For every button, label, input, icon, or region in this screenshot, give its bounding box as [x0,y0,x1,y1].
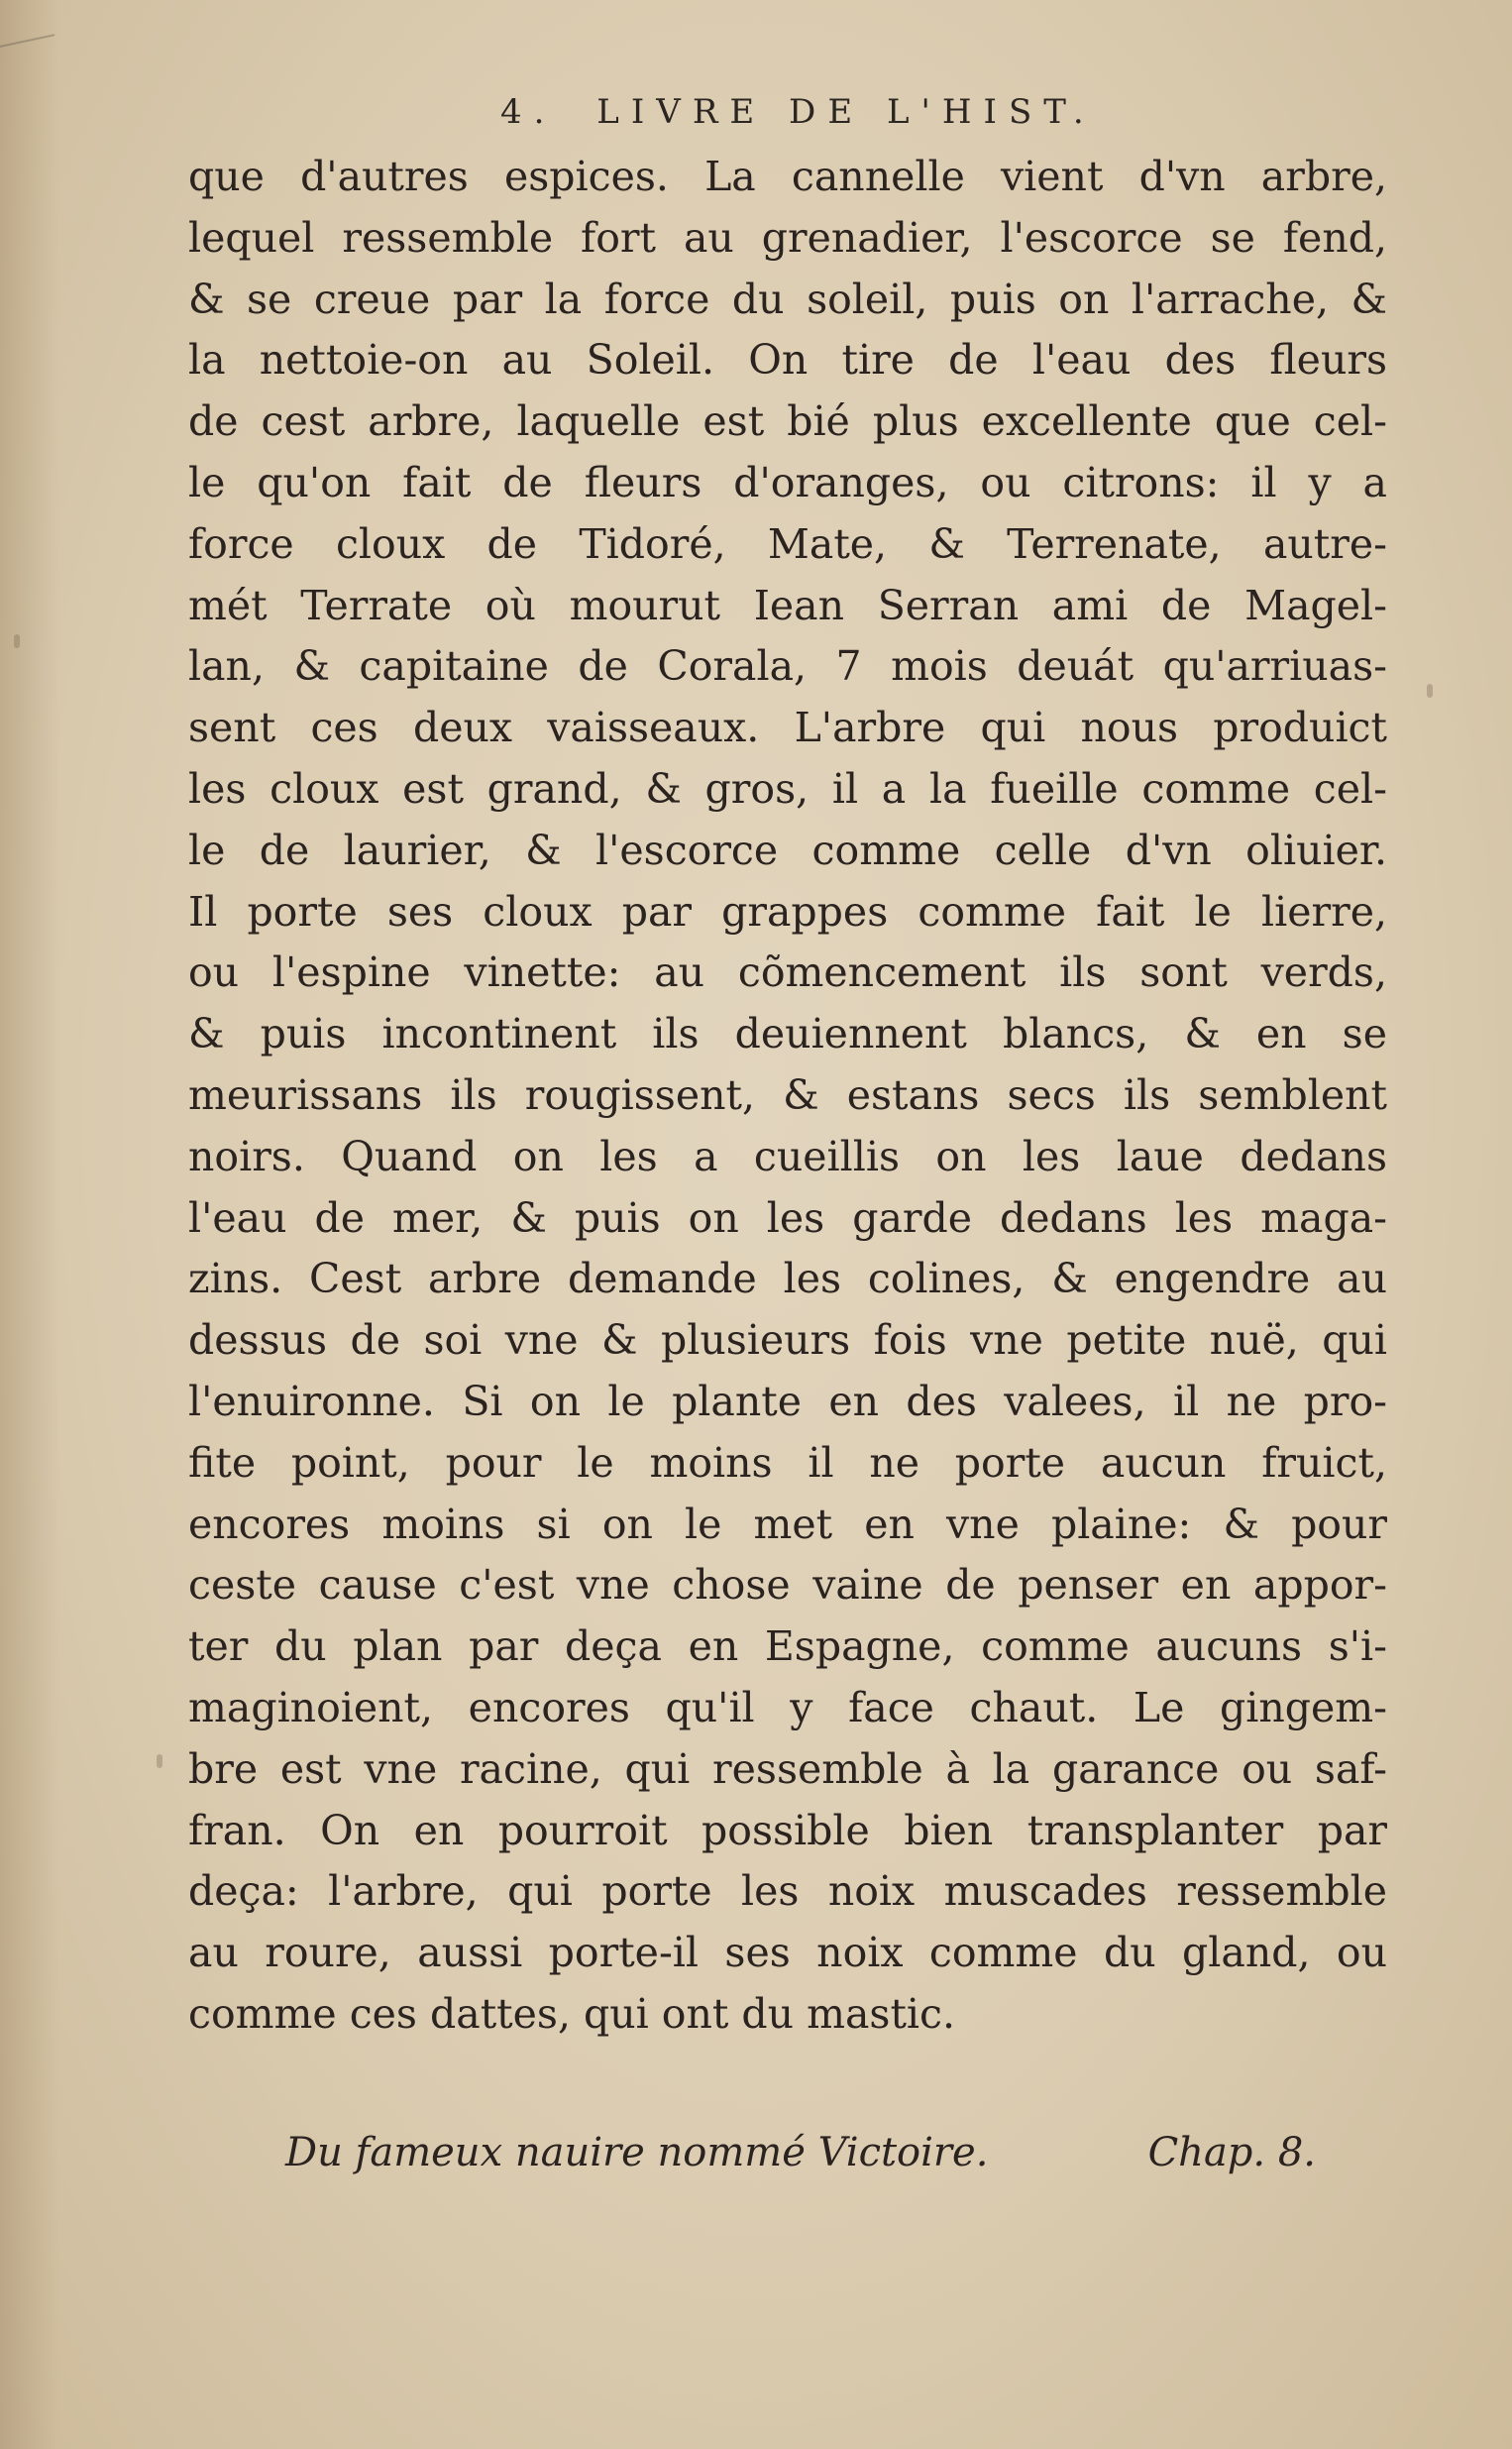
page-edge-shadow [0,0,59,2449]
margin-speck [14,634,20,648]
text-line: ter du plan par deça en Espagne, comme aucuns s'i- [188,1622,1387,1671]
text-line: comme ces dattes, qui ont du mastic. [188,1989,956,2038]
text-line: l'enuironne. Si on le plante en des valees, il ne pro- [188,1377,1387,1425]
running-head-title: LIVRE DE L'HIST. [596,92,1096,132]
text-line: mét Terrate où mourut Iean Serran ami de Magel- [188,581,1387,629]
text-line: noirs. Quand on les a cueillis on les laue dedans [188,1132,1387,1180]
text-line: les cloux est grand, & gros, il a la fueille comme cel- [188,764,1387,813]
text-line: l'eau de mer, & puis on les garde dedans les maga- [188,1193,1387,1242]
text-line: deça: l'arbre, qui porte les noix muscades ressemble [188,1867,1387,1916]
body-text [188,147,1387,2046]
text-line: encores moins si on le met en vne plaine: & pour [188,1500,1387,1548]
text-line: fran. On en pourroit possible bien transplanter par [188,1806,1387,1854]
text-line: au roure, aussi porte-il ses noix comme du gland, ou [188,1929,1387,1977]
margin-speck [157,1754,162,1768]
text-line: le qu'on fait de fleurs d'oranges, ou citrons: il y a [188,458,1387,506]
text-line: ceste cause c'est vne chose vaine de penser en appor- [188,1561,1387,1610]
text-line: le de laurier, & l'escorce comme celle d'vn oliuier. [188,826,1387,874]
text-line: de cest arbre, laquelle est bié plus excellente que cel- [188,397,1387,446]
text-line: meurissans ils rougissent, & estans secs ils semblent [188,1070,1387,1119]
text-line: lan, & capitaine de Corala, 7 mois deuát qu'arriuas- [188,642,1387,691]
margin-speck [1427,684,1433,698]
text-line: Il porte ses cloux par grappes comme fait le lierre, [188,887,1387,936]
text-line: & puis incontinent ils deuiennent blancs, & en se [188,1010,1387,1058]
text-line: & se creue par la force du soleil, puis on l'arrache, & [188,275,1387,323]
text-line: fite point, pour le moins il ne porte aucun fruict, [188,1438,1387,1487]
text-line: lequel ressemble fort au grenadier, l'escorce se fend, [188,213,1387,262]
text-line: que d'autres espices. La cannelle vient d'vn arbre, [188,153,1387,200]
text-line: la nettoie-on au Soleil. On tire de l'eau des fleurs [188,336,1387,385]
text-line: sent ces deux vaisseaux. L'arbre qui nous produict [188,704,1387,752]
text-line: bre est vne racine, qui ressemble à la garance ou saf- [188,1744,1387,1793]
text-line: ou l'espine vinette: au cõmencement ils sont verds, [188,948,1387,997]
chapter-title: Du fameux nauire nommé Victoire. [285,2130,989,2175]
text-line: zins. Cest arbre demande les colines, & engendre au [188,1255,1387,1303]
text-line: dessus de soi vne & plusieurs fois vne petite nuë, qui [188,1316,1387,1365]
chapter-heading [285,2121,1316,2184]
text-line: maginoient, encores qu'il y face chaut. Le gingem- [188,1683,1387,1731]
page-number: 4. [500,92,557,132]
running-head [500,87,1096,137]
text-line: force cloux de Tidoré, Mate, & Terrenate, autre- [188,519,1387,568]
chapter-number: Chap. 8. [1147,2130,1316,2175]
